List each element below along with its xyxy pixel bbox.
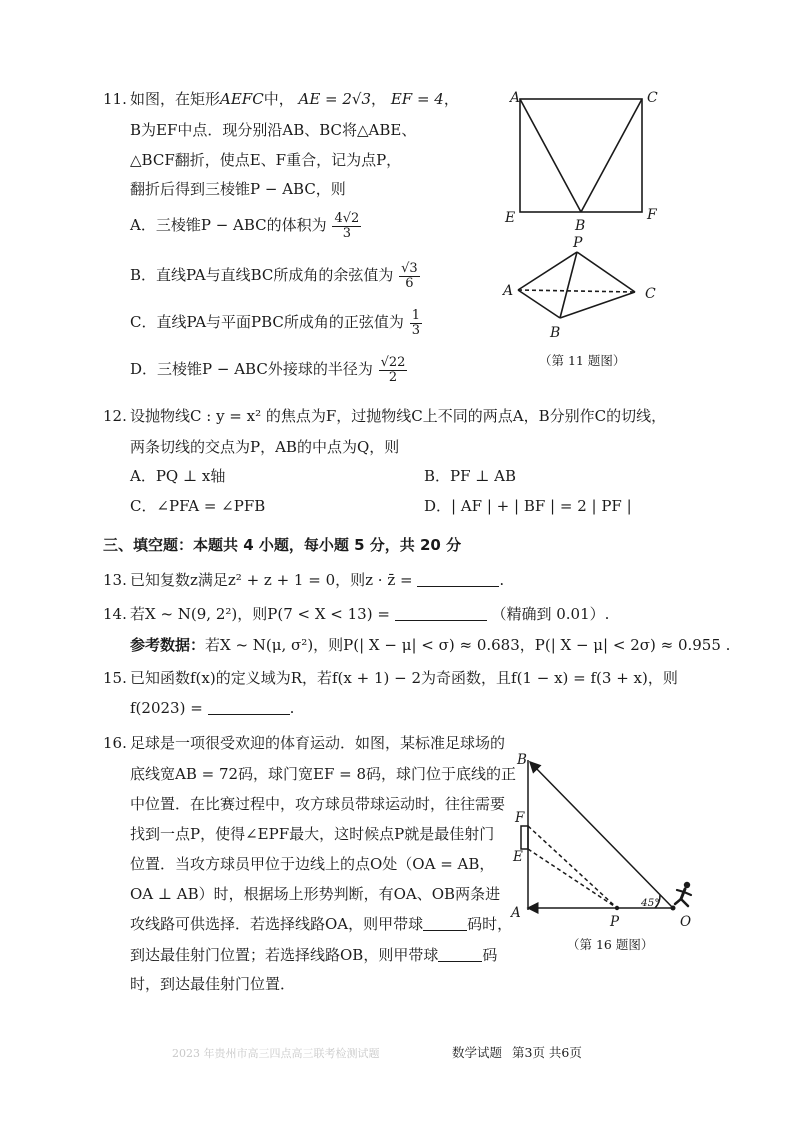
q14-precision-note: （精确到 0.01）. <box>491 605 610 623</box>
q15-answer-blank[interactable] <box>208 700 290 715</box>
q11-option-b <box>130 262 421 290</box>
q11-caption: （第 11 题图） <box>539 353 626 368</box>
q12-option-d: D．| AF | + | BF | = 2 | PF | <box>424 497 632 515</box>
q11-option-c-frac <box>410 309 422 337</box>
q11-line3: △BCF翻折，使点E、F重合，记为点P， <box>130 151 402 169</box>
q14-text: 若X ~ N(9, 2²)，则P(7 < X < 13) = <box>130 605 390 623</box>
q11-ae: AE = 2√3 <box>298 90 372 108</box>
q16-point-o <box>671 906 676 911</box>
q16-goal <box>521 826 528 849</box>
footer-subject: 数学试题 <box>452 1045 503 1060</box>
q14-reference-text: 若X ~ N(μ, σ²)，则P(| X − μ| < σ) ≈ 0.683，P(| X − μ| < 2σ) ≈ 0.955 . <box>205 636 731 654</box>
frac-den: 3 <box>411 322 420 338</box>
frac-num: √3 <box>401 261 418 276</box>
q16-line9: 时，到达最佳射门位置． <box>130 975 296 993</box>
q11-line4: 翻折后得到三棱锥P − ABC，则 <box>130 180 346 198</box>
frac-num: 4√2 <box>334 211 360 226</box>
frac-den: 2 <box>388 369 398 385</box>
q14-reference <box>130 636 730 654</box>
q11-tetra-pc <box>577 252 635 292</box>
q11-option-c <box>130 309 423 337</box>
q11-tetra-label-b: B <box>550 325 561 341</box>
q16-label-p: P <box>610 914 620 930</box>
q11-label-f: F <box>647 207 657 223</box>
q11-line2: B为EF中点．现分别沿AB、BC将△ABE、 <box>130 121 417 139</box>
q11-option-c-text: C．直线PA与平面PBC所成角的正弦值为 <box>130 313 404 332</box>
q11-option-b-text: B．直线PA与直线BC所成角的余弦值为 <box>130 266 394 285</box>
q16-line2: 底线宽AB = 72码，球门宽EF = 8码，球门位于底线的正 <box>130 765 517 783</box>
q16-line7-text: 攻线路可供选择．若选择线路OA，则甲带球 <box>130 915 424 933</box>
q16-line8 <box>130 946 497 964</box>
q16-angle-label: 45° <box>641 897 660 909</box>
q11-option-d-frac <box>379 356 408 384</box>
frac-den: 6 <box>405 275 414 291</box>
q11-tetra-label-p: P <box>573 235 583 251</box>
q11-rectangle <box>520 99 642 212</box>
q11-label-e: E <box>505 210 516 226</box>
q16-answer-blank-1[interactable] <box>423 916 467 931</box>
q16-line4: 找到一点P，使得∠EPF最大，这时候点P就是最佳射门 <box>130 825 495 843</box>
q11-number: 11. <box>103 90 127 108</box>
q14-line <box>130 605 609 623</box>
q11-label-b: B <box>575 218 586 234</box>
q11-label-c: C <box>647 90 658 106</box>
q16-label-b: B <box>517 752 527 768</box>
q11-option-d-text: D．三棱锥P − ABC外接球的半径为 <box>130 360 373 379</box>
q13-answer-blank[interactable] <box>417 572 499 587</box>
q11-option-b-frac <box>399 262 420 290</box>
q16-line1: 足球是一项很受欢迎的体育运动．如图，某标准足球场的 <box>130 734 506 752</box>
q15-line2 <box>130 699 294 717</box>
q12-option-a: A．PQ ⊥ x轴 <box>130 467 226 485</box>
q16-line7 <box>130 915 512 933</box>
q16-route-ob <box>530 762 673 908</box>
q11-line1-pre: 如图，在矩形 <box>130 90 221 108</box>
q11-line1: 如图，在矩形AEFC中， AE = 2√3， EF = 4， <box>130 90 459 108</box>
q16-label-f: F <box>515 810 525 826</box>
q12-line1: 设抛物线C : y = x² 的焦点为F，过抛物线C上不同的两点A，B分别作C的切线， <box>130 407 667 425</box>
q11-ef: EF = 4 <box>390 90 444 108</box>
q15-number: 15. <box>103 669 127 687</box>
q16-figure <box>505 748 705 933</box>
q11-label-a: A <box>510 90 521 106</box>
q14-number: 14. <box>103 605 127 623</box>
q13-text: 已知复数z满足z² + z + 1 = 0，则z · z̄ = <box>130 571 413 589</box>
q16-line-pf <box>528 826 617 908</box>
q11-option-a <box>130 212 362 240</box>
q14-reference-label: 参考数据： <box>130 636 206 654</box>
q12-option-b: B．PF ⊥ AB <box>424 467 517 485</box>
q16-label-a: A <box>511 905 521 921</box>
q16-line5: 位置．当攻方球员甲位于边线上的点O处（OA = AB， <box>130 855 495 873</box>
q16-line8-suffix: 码 <box>482 946 498 964</box>
q15-text: f(2023) = <box>130 699 203 717</box>
q16-line7-suffix: 码时， <box>467 915 513 933</box>
q16-line-pe <box>528 849 617 908</box>
frac-num: 1 <box>411 308 420 323</box>
q16-point-p <box>615 906 619 910</box>
q16-line6: OA ⊥ AB）时，根据场上形势判断，有OA、OB两条进 <box>130 885 501 903</box>
q12-line2: 两条切线的交点为P，AB的中点为Q，则 <box>130 438 400 456</box>
section-title-fill-in: 三、填空题：本题共 4 小题，每小题 5 分，共 20 分 <box>103 536 462 554</box>
q11-figure <box>495 86 675 346</box>
q11-line-bc <box>581 99 642 212</box>
frac-num: √22 <box>380 355 406 370</box>
q11-line-ab <box>520 99 581 212</box>
q11-rect-name: AEFC <box>220 90 264 108</box>
q16-number: 16. <box>103 734 127 752</box>
q11-tetra-bc <box>560 292 635 318</box>
q15-period: . <box>289 699 295 717</box>
q11-option-a-text: A．三棱锥P − ABC的体积为 <box>130 216 327 235</box>
frac-den: 3 <box>342 225 351 241</box>
q11-line1-mid: 中， <box>263 90 294 108</box>
q16-label-e: E <box>513 849 523 865</box>
q13-number: 13. <box>103 571 127 589</box>
q11-tetra-ac-hidden <box>518 290 635 292</box>
q11-option-a-frac <box>332 212 361 240</box>
q14-answer-blank[interactable] <box>395 606 487 621</box>
q11-option-d <box>130 356 408 384</box>
q13-period: . <box>499 571 505 589</box>
q12-number: 12. <box>103 407 127 425</box>
q11-tetra-label-a: A <box>503 283 514 299</box>
q16-label-o: O <box>680 914 692 930</box>
q16-line3: 中位置．在比赛过程中，攻方球员带球运动时，往往需要 <box>130 795 506 813</box>
q16-caption: （第 16 题图） <box>567 937 654 952</box>
q13-line <box>130 571 504 589</box>
runner-icon <box>675 882 691 906</box>
q15-line1: 已知函数f(x)的定义域为R，若f(x + 1) − 2为奇函数，且f(1 − x) = f(3 + x)，则 <box>130 669 678 687</box>
footer-exam-name: 2023 年贵州市高三四点高三联考检测试题 <box>172 1047 380 1060</box>
q16-answer-blank-2[interactable] <box>438 947 482 962</box>
q11-tetra-label-c: C <box>645 286 656 302</box>
q12-option-c: C．∠PFA = ∠PFB <box>130 497 266 515</box>
q11-tetra-ab <box>518 290 560 318</box>
q16-line8-text: 到达最佳射门位置；若选择线路OB，则甲带球 <box>130 946 439 964</box>
footer-page-number: 第3页 共6页 <box>512 1045 582 1060</box>
